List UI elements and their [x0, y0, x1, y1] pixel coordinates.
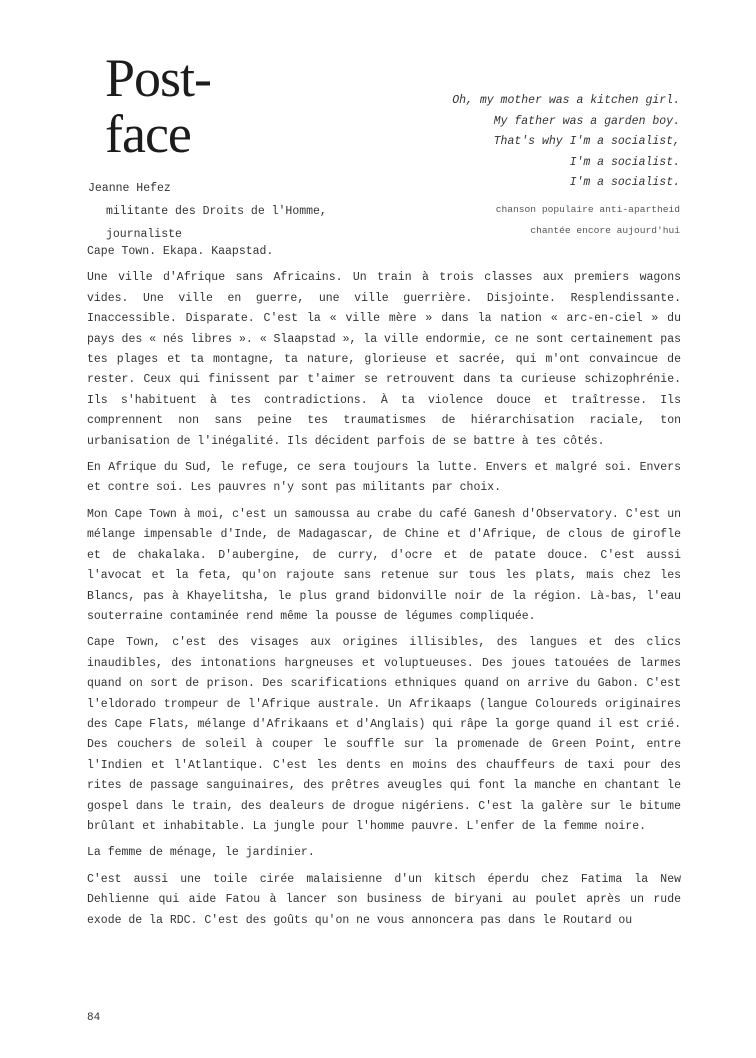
paragraph: La femme de ménage, le jardinier.	[87, 846, 315, 860]
epigraph-source	[380, 200, 680, 241]
epigraph-line: Oh, my mother was a kitchen girl.	[452, 94, 680, 107]
paragraph: En Afrique du Sud, le refuge, ce sera toujours la lutte. Envers et malgré soi. Envers et contre soi. Les pauvres n'y sont pas militants par choix.	[87, 461, 681, 495]
paragraph: C'est aussi une toile cirée malaisienne d'un kitsch éperdu chez Fatima la New Dehlienne qui aide Fatou à lancer son business de biryani au poulet après un rude exode de la RDC. C'est des goûts qu'on ne vous annoncera pas dans le Routard ou	[87, 872, 681, 927]
epigraph-source-line-2: chantée encore aujourd'hui	[530, 224, 680, 236]
epigraph-line: I'm a socialist.	[569, 155, 680, 169]
body-text	[87, 242, 681, 937]
author-role-2: journaliste	[106, 228, 182, 241]
chapter-title-line-2: face	[105, 104, 191, 164]
author-block	[88, 177, 327, 246]
epigraph-line: That's why I'm a socialist,	[493, 135, 680, 149]
paragraph: Mon Cape Town à moi, c'est un samoussa au crabe du café Ganesh d'Observatory. C'est un mélange impensable d'Inde, de Madagascar, de Chine et d'Afrique, de clous de girofle et de chakalaka. D'aubergine, de curry, d'ocre et de patate douce. C'est aussi l'avocat et la feta, qu'on rajoute sans retenue sur tous les plats, mais chez les Blancs, pas à Khayelitsha, le plus grand bidonville noir de la région. Là-bas, l'eau souterraine contaminée rend même la pousse de légumes compliquée.	[87, 507, 681, 623]
chapter-title-line-1: Post-	[105, 48, 212, 108]
paragraph: Cape Town, c'est des visages aux origines illisibles, des langues et des clics inaudibles, des intonations hargneuses et voluptueuses. Des joues tatouées de larmes quand on sort de prison. Des scarifications ethniques quand on arrive du Gabon. C'est l'eldorado trompeur de l'Afrique australe. Un Afrikaaps (langue Coloureds originaires des Cape Flats, mélange d'Afrikaans et d'Anglais) qui râpe la gorge quand il est crié. Des couchers de soleil à couper le souffle sur la promenade de Green Point, entre l'Indien et l'Atlantique. C'est les dents en moins des chauffeurs de taxi pour des rites de passage sanguinaires, des prêtres aveugles qui font la manche en chantant le gospel dans le train, des dealeurs de drogue nigériens. C'est la galère sur le bitume brûlant et inhabitable. La jungle pour l'homme pauvre. L'enfer de la femme noire.	[87, 636, 681, 833]
author-role-1: militante des Droits de l'Homme,	[106, 205, 327, 218]
author-name: Jeanne Hefez	[88, 182, 171, 195]
paragraph: Une ville d'Afrique sans Africains. Un train à trois classes aux premiers wagons vides. Une ville en guerre, une ville guerrière. Disjointe. Resplendissante. Inaccessible. Disparate. C'est la « ville mère » dans la nation « arc-en-ciel » du pays des « nés libres ». « Slaapstad », la ville endormie, ce ne sont certainement pas tes plages et ta montagne, ta nature, glorieuse et sacrée, qui m'ont convaincue de rester. Ceux qui finissent par t'aimer se retrouvent dans ta curieuse schizophrénie. Ils s'habituent à tes contradictions. À ta violence douce et traîtresse. Ils comprennent non sans peine tes traumatismes de hiérarchisation raciale, ton urbanisation de l'inégalité. Ils décident parfois de se battre à tes côtés.	[87, 271, 681, 448]
epigraph-line: I'm a socialist.	[569, 176, 680, 190]
section-subhead: Cape Town. Ekapa. Kaapstad.	[87, 245, 274, 258]
epigraph-line: My father was a garden boy.	[493, 114, 680, 128]
chapter-title	[105, 50, 211, 162]
epigraph	[340, 91, 680, 194]
page-number: 84	[87, 1012, 101, 1024]
epigraph-source-line-1: chanson populaire anti-apartheid	[495, 204, 680, 215]
